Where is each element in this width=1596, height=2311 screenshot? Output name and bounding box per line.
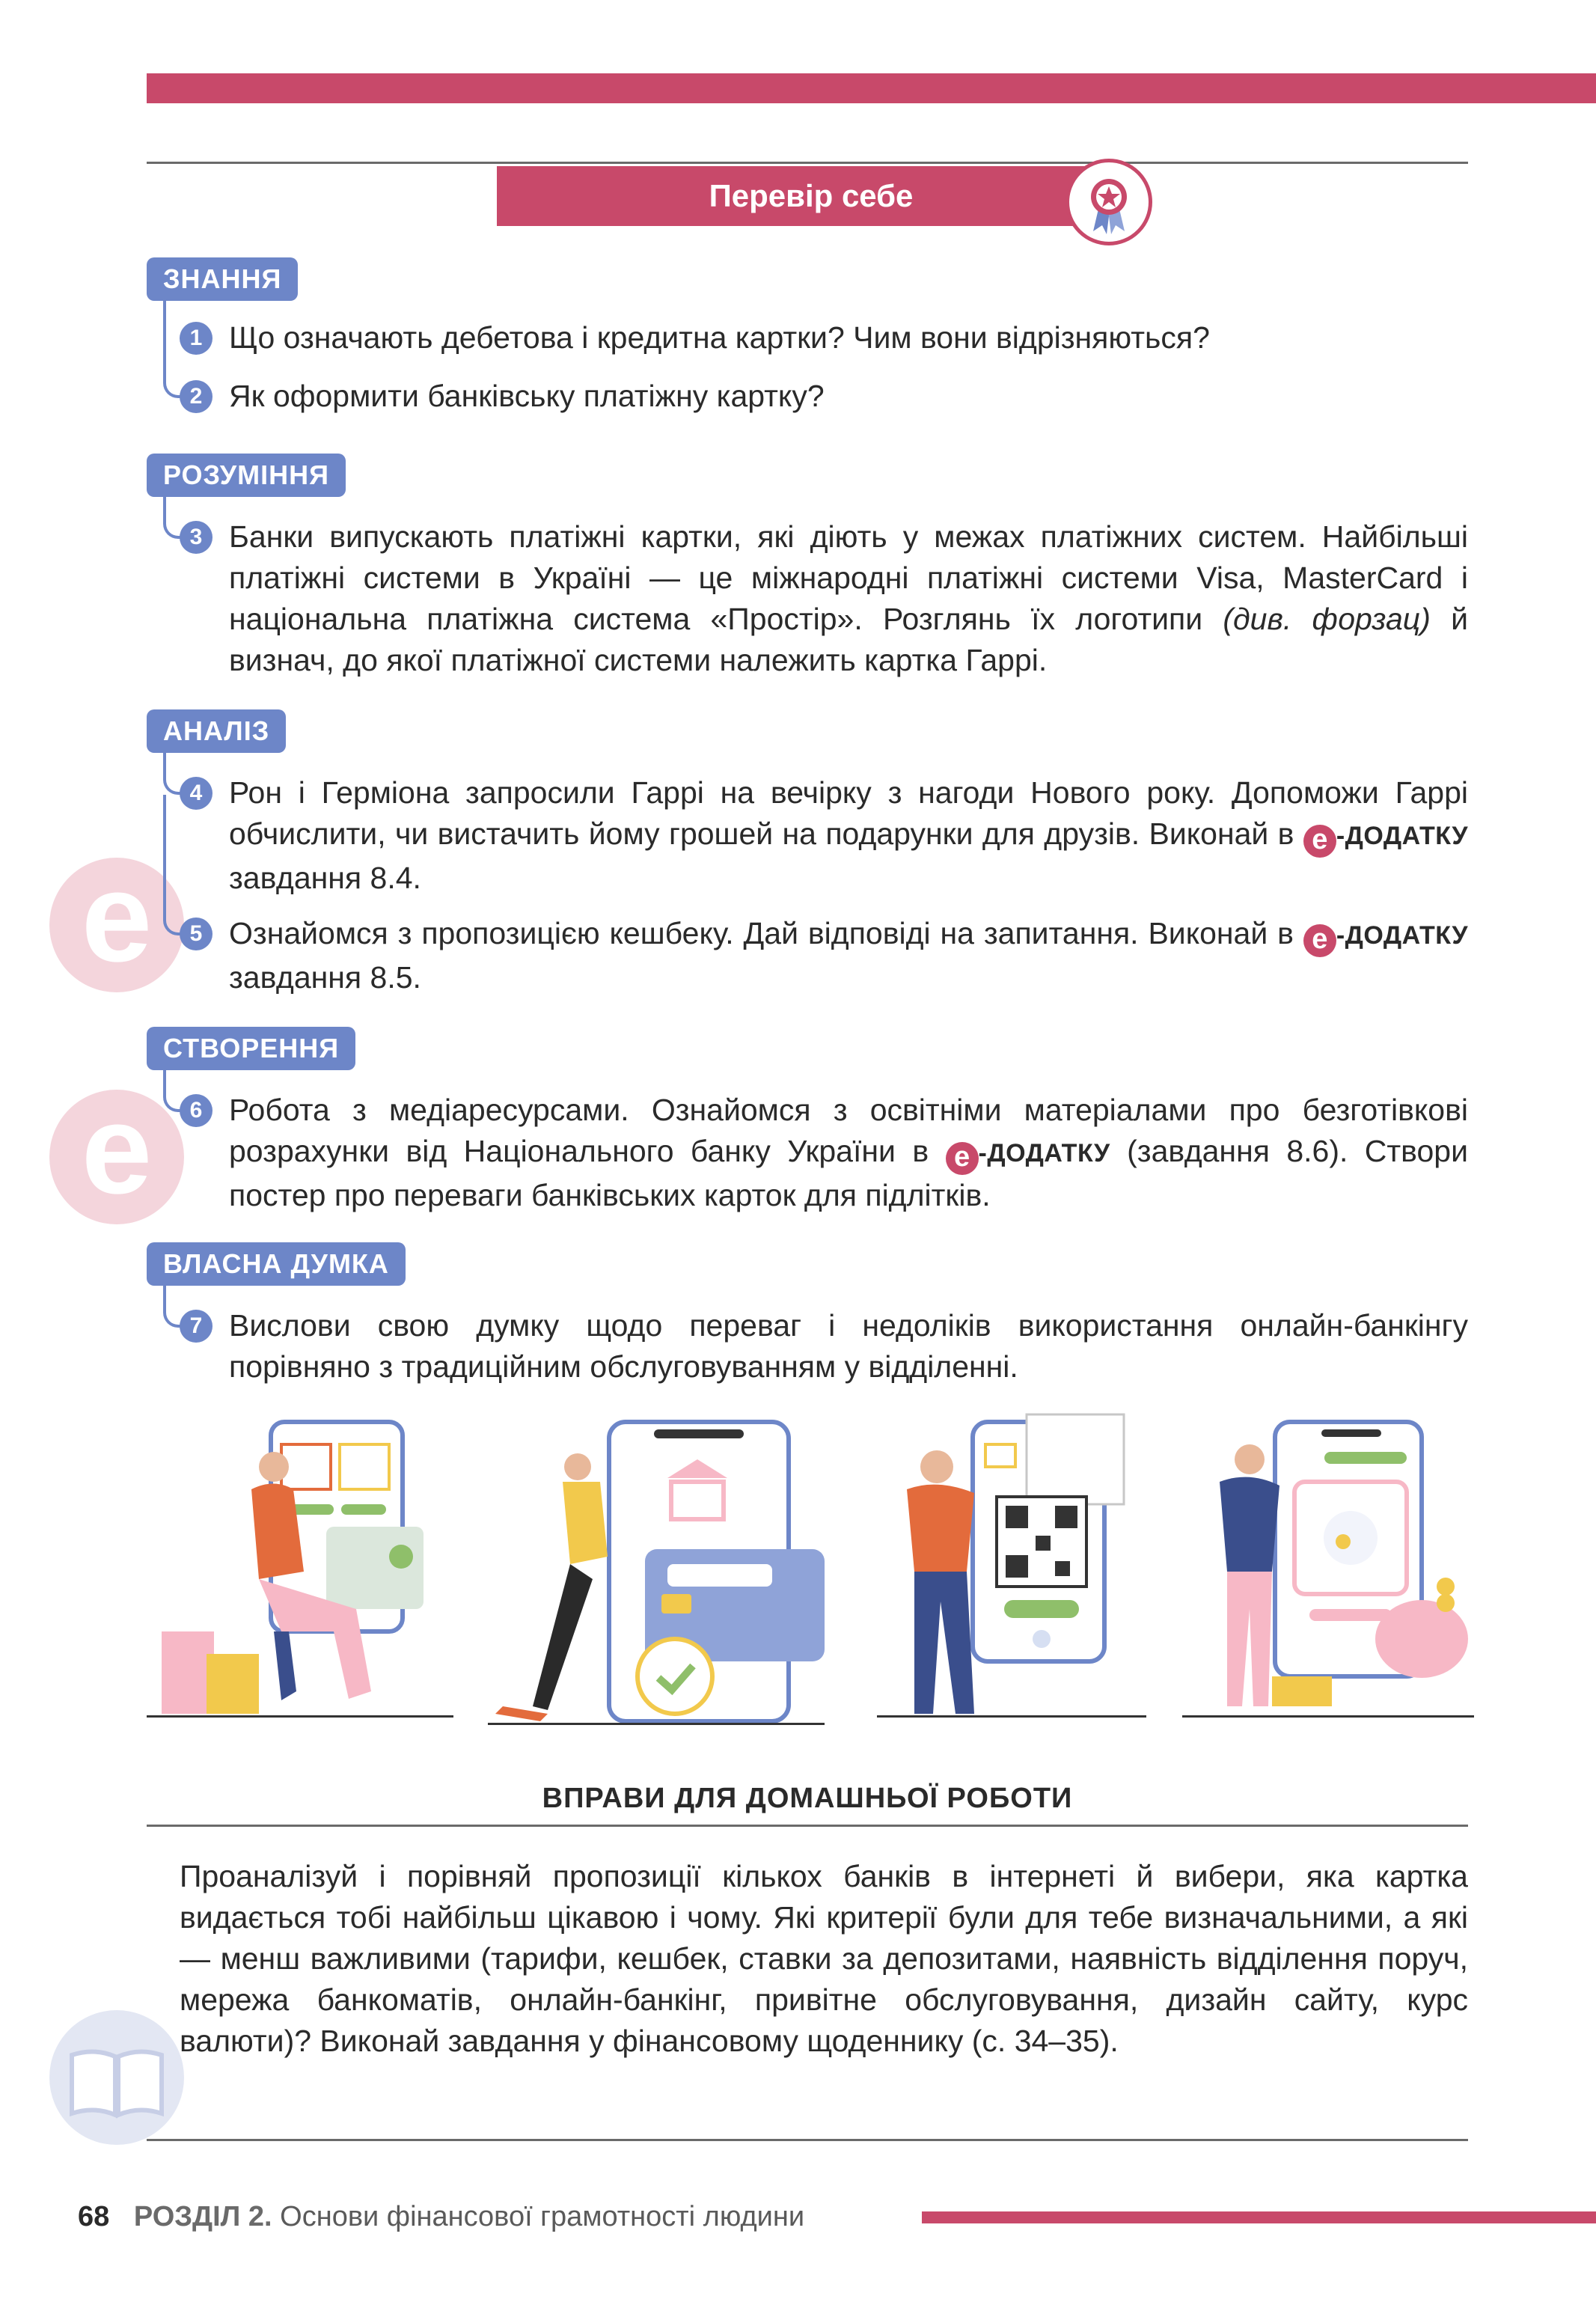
question-number: 2 <box>180 380 213 413</box>
footer-accent-bar <box>922 2211 1596 2223</box>
e-supplement-icon[interactable]: e <box>946 1142 979 1175</box>
footer-section: РОЗДІЛ 2. <box>133 2201 272 2232</box>
page-number: 68 <box>78 2201 110 2232</box>
bank-card-phone-illustration <box>488 1407 825 1729</box>
qr-code-phone-illustration <box>877 1407 1146 1729</box>
e-supplement-icon: e <box>49 858 184 992</box>
section-tag-creation: СТВОРЕННЯ <box>147 1027 355 1070</box>
e-supplement-icon[interactable]: e <box>1303 825 1336 858</box>
question-5: Ознайомся з пропозицією кешбеку. Дай відповіді на запитання. Виконай в e -ДОДАТКУ завдання 8.5. <box>229 916 1468 995</box>
section-header-ribbon <box>497 166 1125 226</box>
question-number: 6 <box>180 1094 213 1127</box>
piggy-bank-phone-illustration <box>1182 1407 1474 1729</box>
e-supplement-icon: e <box>49 1090 184 1224</box>
question-3: Банки випускають платіжні картки, які діють у межах платіжних систем. Найбільші платіжні системи в Україні — це міжнародні платіжні системи Visa, MasterCard і національна платіжна система «Простір». Розглянь їх логотипи (див. форзац) й визнач, до якої платіжної системи належить картка Гаррі. <box>229 519 1468 677</box>
shopping-phone-illustration <box>147 1407 453 1729</box>
question-6: Робота з медіаресурсами. Ознайомся з освітніми матеріалами про безготівкові розрахунки від Національного банку України в e -ДОДАТКУ (завдання 8.6). Створи постер про переваги банківських карток для підлітків. <box>229 1093 1469 1212</box>
section-header-title: Перевір себе <box>709 178 914 213</box>
homework-rule-bottom <box>147 2139 1468 2141</box>
question-7: Вислови свою думку щодо переваг і недоліків використання онлайн-банкінгу порівняно з традиційним обслуговуванням у відділенні. <box>229 1308 1468 1384</box>
book-icon <box>49 2010 184 2145</box>
header-rule <box>147 162 1468 164</box>
section-tag-understanding: РОЗУМІННЯ <box>147 454 346 497</box>
homework-rule-top <box>147 1825 1468 1827</box>
question-2: Як оформити банківську платіжну картку? <box>229 379 825 413</box>
question-number: 1 <box>180 322 213 355</box>
question-number: 7 <box>180 1310 213 1343</box>
page-footer <box>78 2200 804 2233</box>
tag-connector <box>163 795 189 935</box>
section-tag-knowledge: ЗНАННЯ <box>147 257 298 301</box>
question-number: 5 <box>180 918 213 950</box>
homework-title: ВПРАВИ ДЛЯ ДОМАШНЬОЇ РОБОТИ <box>542 1783 1073 1814</box>
section-tag-analysis: АНАЛІЗ <box>147 709 286 753</box>
e-supplement-icon[interactable]: e <box>1303 924 1336 957</box>
question-4: Рон і Герміона запросили Гаррі на вечірку з нагоди Нового року. Допоможи Гаррі обчислити, чи вистачить йому грошей на подарунки для друзів. Виконай в e -ДОДАТКУ завдання 8.4. <box>229 775 1468 895</box>
award-badge-icon <box>1065 159 1152 245</box>
homework-text: Проаналізуй і порівняй пропозиції кількох банків в інтернеті й вибери, яка картка видається тобі найбільш цікавою і чому. Які критерії були для тебе визначальними, а які — менш важливими (тарифи, кешбек, ставки за депозитами, наявність відділення поруч, мережа банкоматів, онлайн-банкінг, привітне обслуговування, дизайн сайту, курс валюти)? Виконай завдання у фінансовому щоденнику (с. 34–35). <box>180 1859 1468 2058</box>
section-tag-own-opinion: ВЛАСНА ДУМКА <box>147 1242 406 1286</box>
question-number: 4 <box>180 777 213 810</box>
question-1: Що означають дебетова і кредитна картки? Чим вони відрізняються? <box>229 320 1210 355</box>
footer-section-title: Основи фінансової грамотності людини <box>280 2201 805 2232</box>
question-number: 3 <box>180 521 213 554</box>
top-accent-bar <box>147 73 1596 103</box>
